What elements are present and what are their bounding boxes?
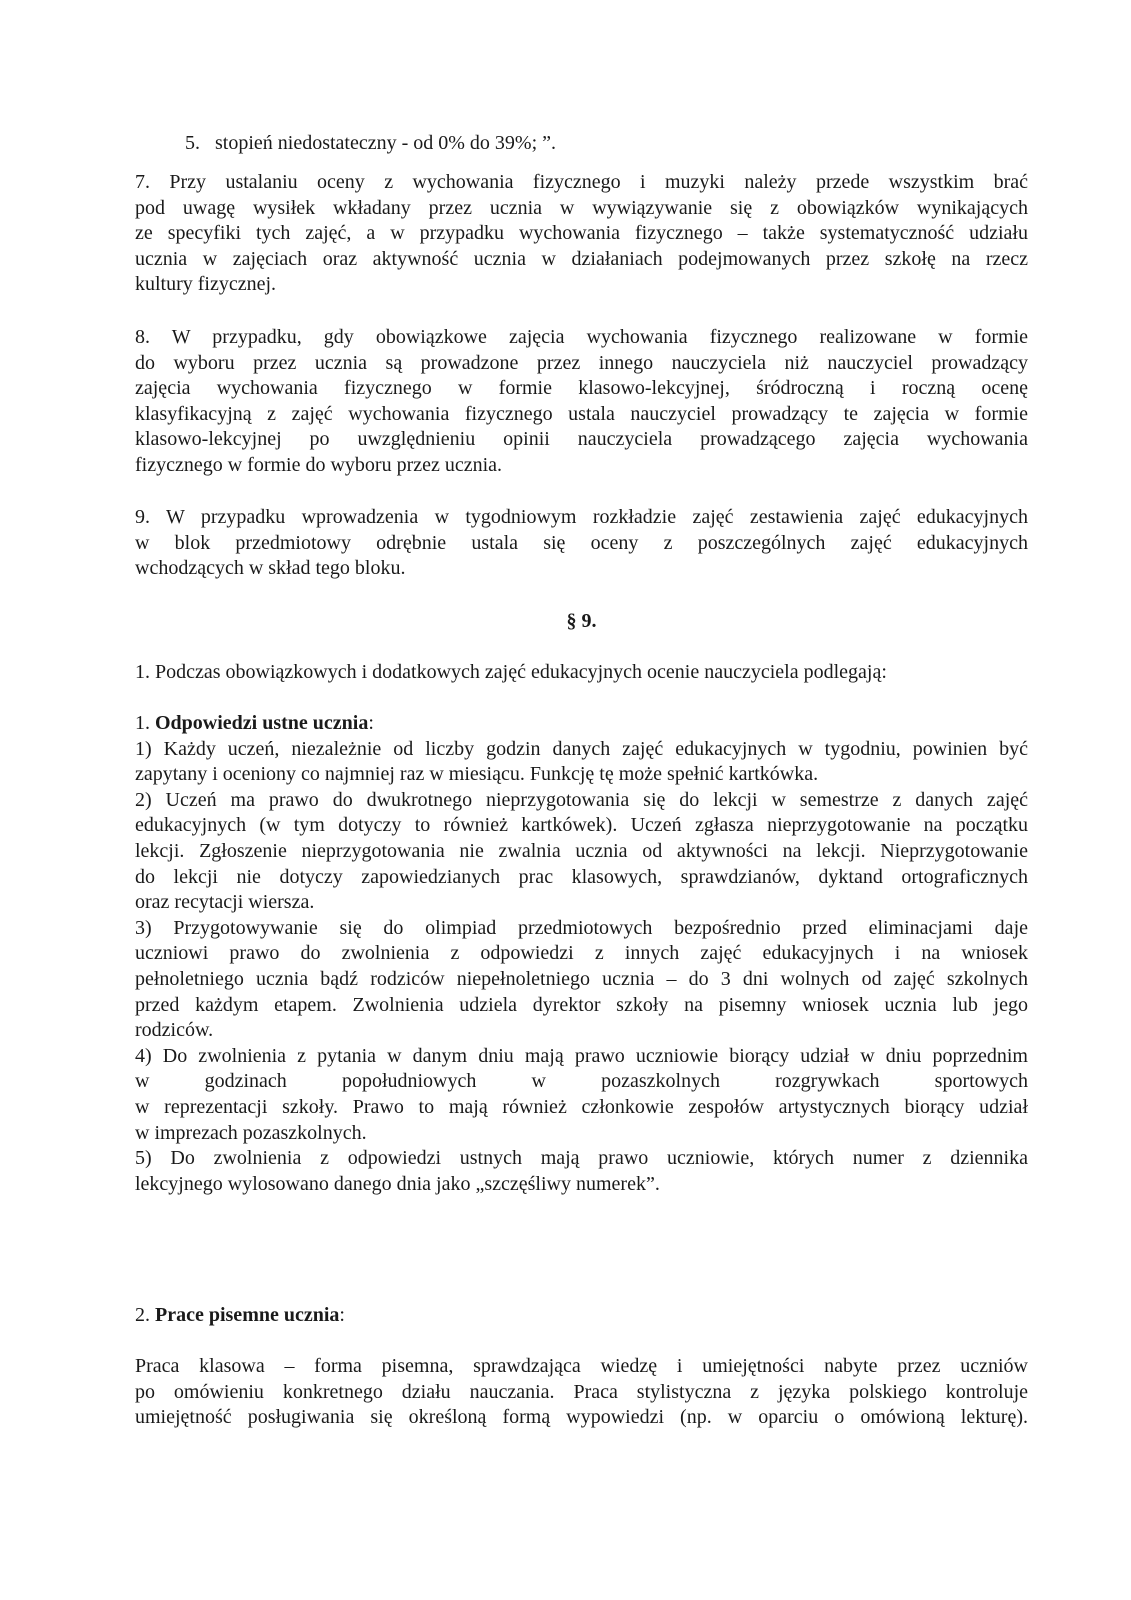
paragraph-7-line: ze specyfiki tych zajęć, a w przypadku wychowania fizycznego – także systematyczność udziału	[135, 222, 1028, 245]
text-line: przed każdym etapem. Zwolnienia udziela dyrektor szkoły na pisemny wniosek ucznia lub jego	[135, 993, 1028, 1016]
oral-number: 1.	[135, 712, 155, 734]
text-line: 5) Do zwolnienia z odpowiedzi ustnych mają prawo uczniowie, których numer z dziennika	[135, 1147, 1028, 1170]
list-item-5-text: 5. stopień niedostateczny - od 0% do 39%; ”.	[185, 132, 557, 154]
paragraph-8-line: zajęcia wychowania fizycznego w formie klasowo-lekcyjnej, śródroczną i roczną ocenę	[135, 377, 1028, 400]
paragraph-7-line: ucznia w zajęciach oraz aktywność ucznia w działaniach podejmowanych przez szkołę na rzecz	[135, 247, 1028, 270]
paragraph-8-line: klasowo-lekcyjnej po uwzględnieniu opinii nauczyciela prowadzącego zajęcia wychowania	[135, 428, 1028, 451]
paragraph-9-line: 9. W przypadku wprowadzenia w tygodniowym rozkładzie zajęć zestawienia zajęć edukacyjnych	[135, 506, 1028, 528]
text-line: 4) Do zwolnienia z pytania w danym dniu mają prawo uczniowie biorący udział w dniu poprzednim	[135, 1044, 1028, 1067]
paragraph-8-line: fizycznego w formie do wyboru przez ucznia.	[135, 453, 503, 476]
text-line: oraz recytacji wiersza.	[135, 891, 315, 914]
paragraph-7-line: 7. Przy ustalaniu oceny z wychowania fizycznego i muzyki należy przede wszystkim brać	[135, 171, 1028, 193]
written-work-paragraph	[135, 1354, 1028, 1431]
intro-paragraph	[135, 660, 1028, 686]
text-line: w imprezach pozaszkolnych.	[135, 1121, 367, 1144]
written-colon: :	[339, 1304, 345, 1326]
paragraph-9-line: wchodzących w skład tego bloku.	[135, 557, 406, 580]
paragraph-8-line: do wyboru przez ucznia są prowadzone przez innego nauczyciela niż nauczyciel prowadzący	[135, 351, 1028, 374]
written-work-lines	[135, 1354, 1028, 1431]
written-work-heading	[135, 1303, 1028, 1329]
text-line: lekcyjnego wylosowano danego dnia jako „szczęśliwy numerek”.	[135, 1172, 660, 1195]
text-line: 3) Przygotowywanie się do olimpiad przedmiotowych bezpośrednio przed eliminacjami daje	[135, 916, 1028, 939]
list-item-5	[185, 131, 556, 157]
written-number: 2.	[135, 1304, 155, 1326]
paragraph-8-line: klasyfikacyjną z zajęć wychowania fizycznego ustala nauczyciel prowadzący te zajęcia w formie	[135, 402, 1028, 425]
text-line: pełnoletniego ucznia bądź rodziców niepełnoletniego ucznia – do 3 dni wolnych od zajęć szkolnych	[135, 967, 1028, 990]
paragraph-9-line: w blok przedmiotowy odrębnie ustala się oceny z poszczególnych zajęć edukacyjnych	[135, 531, 1028, 554]
text-line: Praca klasowa – forma pisemna, sprawdzająca wiedzę i umiejętności nabyte przez uczniów	[135, 1355, 1028, 1377]
oral-answers-lines	[135, 737, 1028, 1198]
intro-line: 1. Podczas obowiązkowych i dodatkowych zajęć edukacyjnych ocenie nauczyciela podlegają:	[135, 661, 887, 683]
oral-answers-section	[135, 711, 1028, 1197]
text-line: 2) Uczeń ma prawo do dwukrotnego nieprzygotowania się do lekcji w semestrze z danych zajęć	[135, 788, 1028, 811]
paragraph-8-line: 8. W przypadku, gdy obowiązkowe zajęcia wychowania fizycznego realizowane w formie	[135, 326, 1028, 348]
oral-colon: :	[368, 712, 374, 734]
text-line: zapytany i oceniony co najmniej raz w miesiącu. Funkcję tę może spełnić kartkówka.	[135, 763, 819, 786]
paragraph-7-line: kultury fizycznej.	[135, 273, 277, 296]
written-work-heading-block	[135, 1303, 1028, 1329]
section-heading: § 9.	[566, 610, 597, 632]
text-line: lekcji. Zgłoszenie nieprzygotowania nie zwalnia ucznia od aktywności na lekcji. Nieprzygotowanie	[135, 839, 1028, 862]
written-title: Prace pisemne ucznia	[155, 1304, 340, 1326]
paragraph-8	[135, 325, 1028, 479]
paragraph-7-line: pod uwagę wysiłek wkładany przez ucznia w wywiązywanie się z obowiązków wynikających	[135, 196, 1028, 219]
oral-title: Odpowiedzi ustne ucznia	[155, 712, 369, 734]
text-line: rodziców.	[135, 1019, 214, 1042]
text-line: do lekcji nie dotyczy zapowiedzianych prac klasowych, sprawdzianów, dyktand ortograficznych	[135, 865, 1028, 888]
paragraph-9	[135, 505, 1028, 582]
text-line: po omówieniu konkretnego działu nauczania. Praca stylistyczna z języka polskiego kontroluje	[135, 1380, 1028, 1403]
text-line: w reprezentacji szkoły. Prawo to mają również członkowie zespołów artystycznych biorący udział	[135, 1095, 1028, 1118]
text-line: w godzinach popołudniowych w pozaszkolnych rozgrywkach sportowych	[135, 1070, 1028, 1093]
text-line: umiejętność posługiwania się określoną formą wypowiedzi (np. w oparciu o omówioną lekturę).	[135, 1406, 1028, 1429]
paragraph-7	[135, 170, 1028, 298]
text-line: uczniowi prawo do zwolnienia z odpowiedzi z innych zajęć edukacyjnych i na wniosek	[135, 942, 1028, 965]
text-line: 1) Każdy uczeń, niezależnie od liczby godzin danych zajęć edukacyjnych w tygodniu, powinien być	[135, 737, 1028, 760]
oral-answers-heading	[135, 711, 1028, 737]
text-line: edukacyjnych (w tym dotyczy to również kartkówek). Uczeń zgłasza nieprzygotowanie na początku	[135, 814, 1028, 837]
